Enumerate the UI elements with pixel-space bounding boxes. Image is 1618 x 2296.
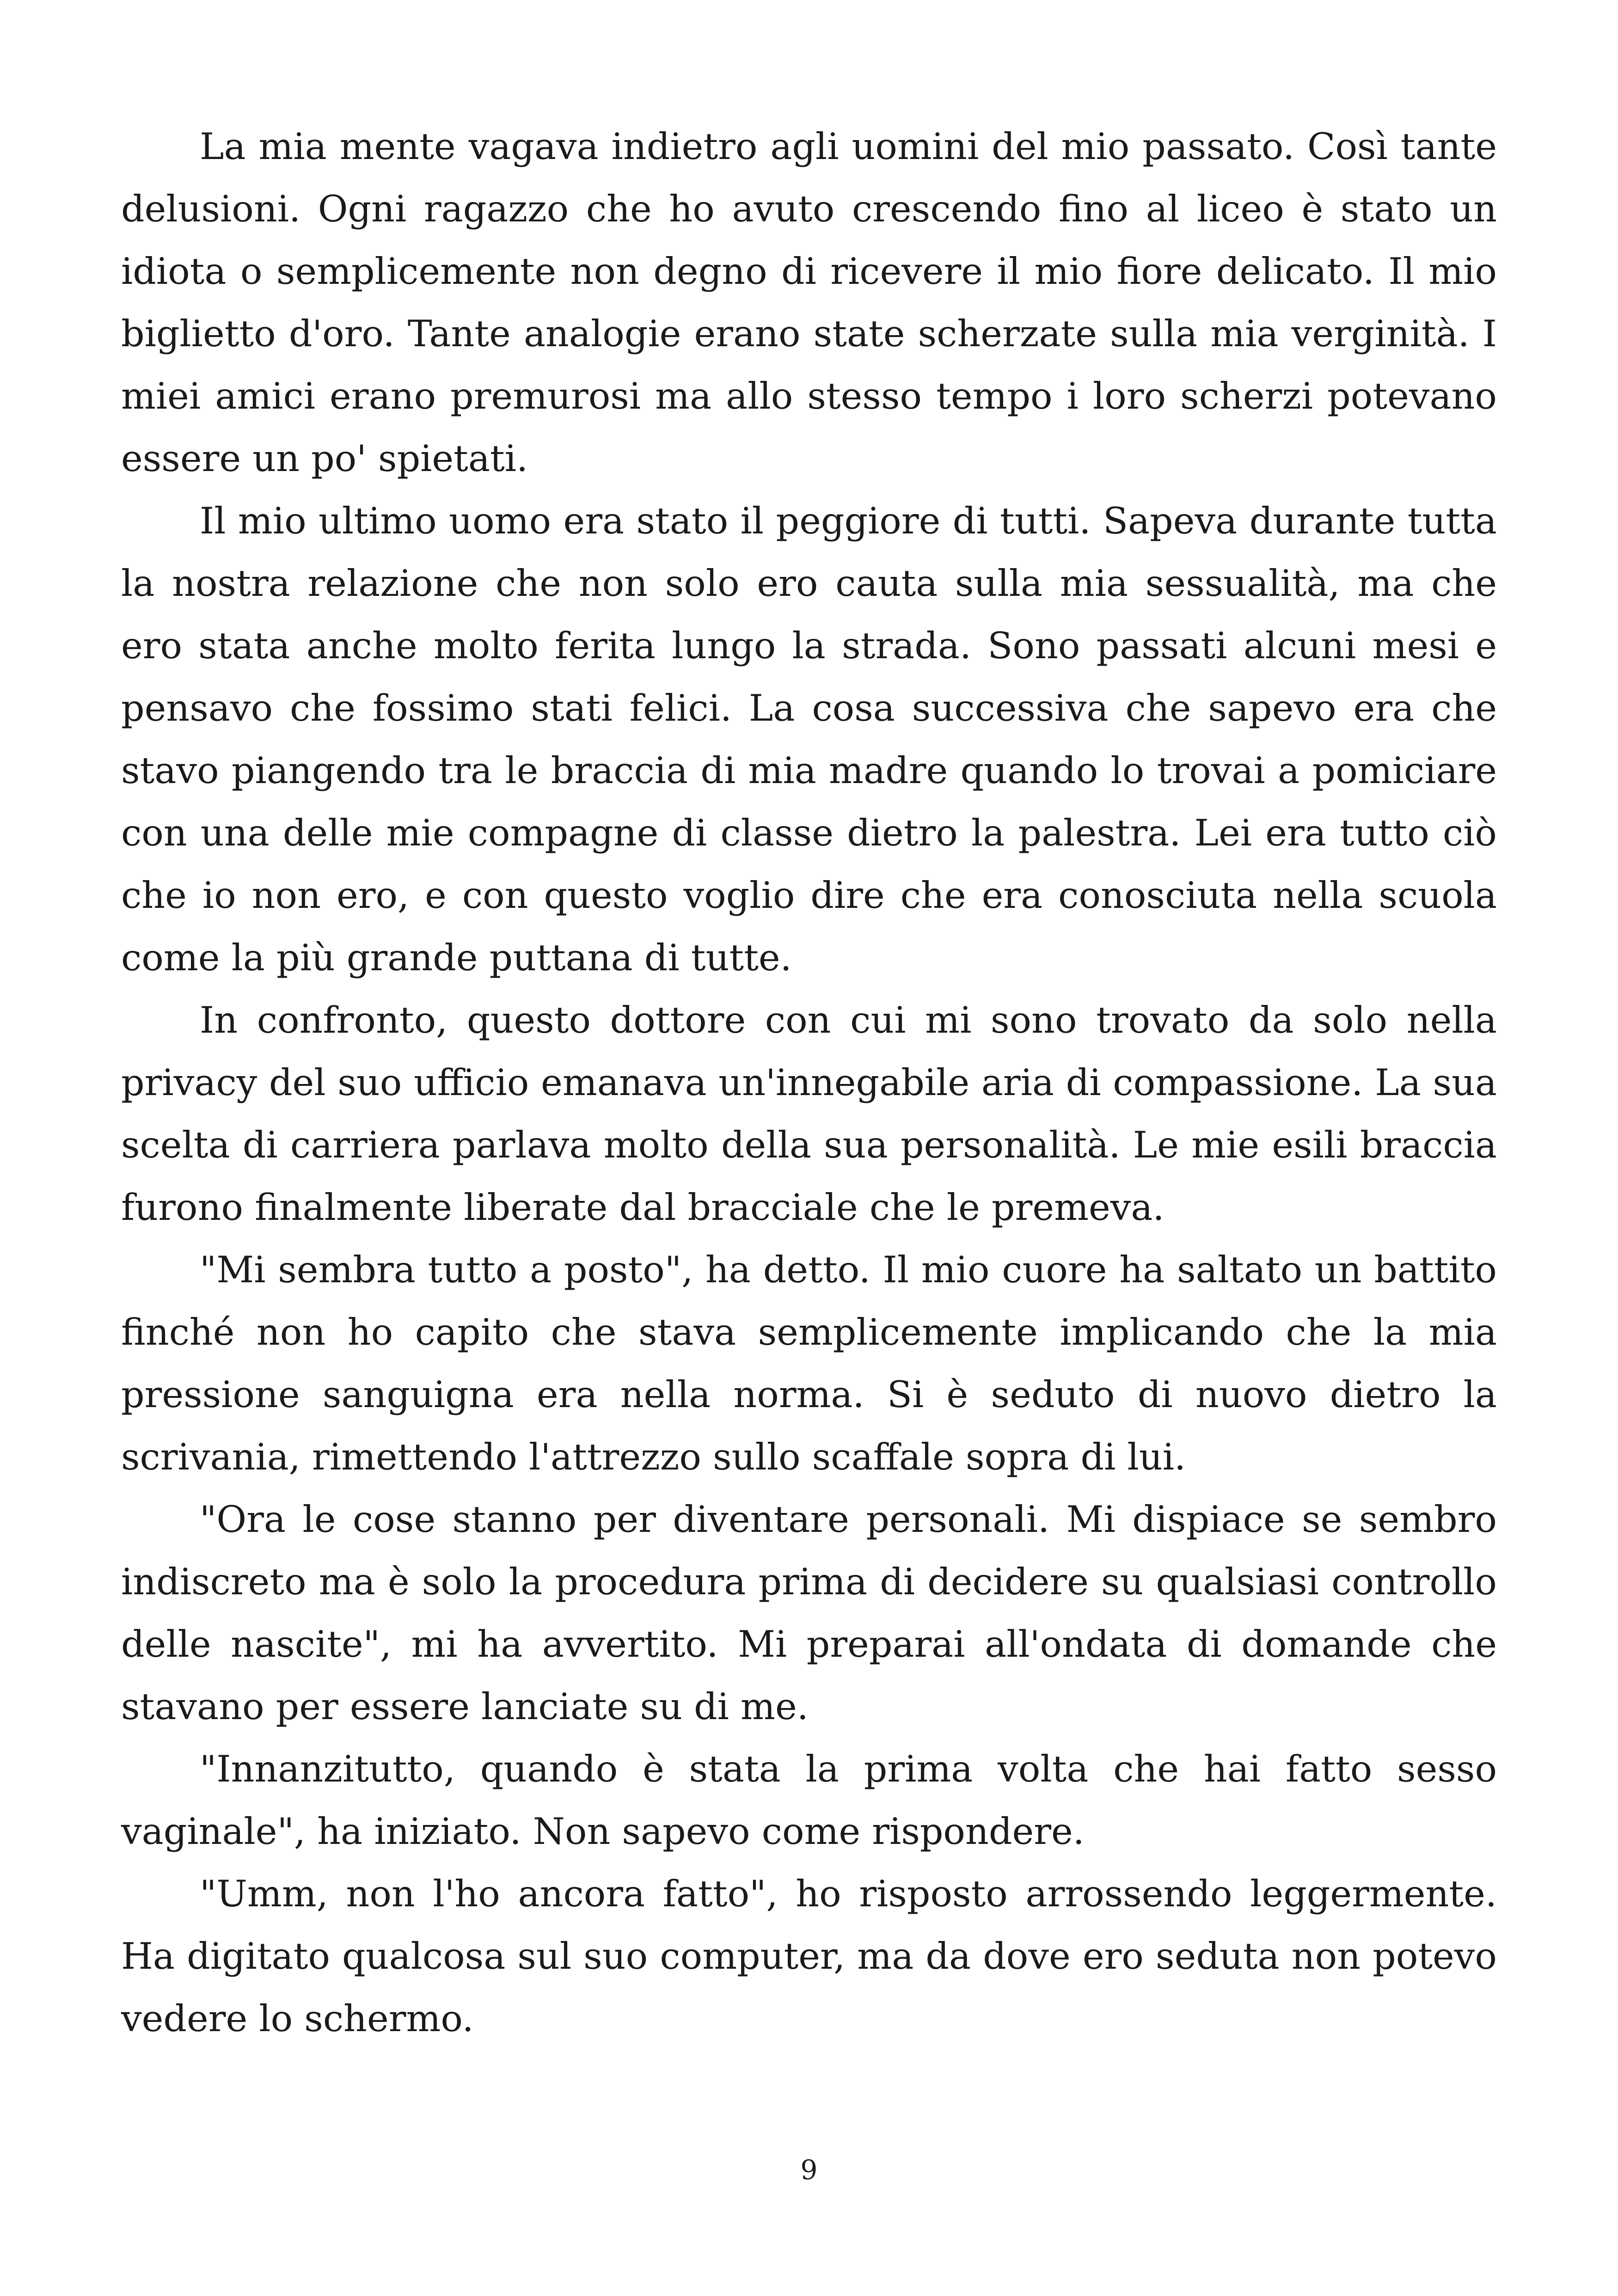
paragraph: La mia mente vagava indietro agli uomini del mio passato. Così tante delusioni. Ogni ragazzo che ho avuto crescendo fino al liceo è stato un idiota o semplicemente non degno di ricevere il mio fiore delicato. Il mio biglietto d'oro. Tante analogie erano state scherzate sulla mia verginità. I miei amici erano premurosi ma allo stesso tempo i loro scherzi potevano essere un po' spietati.: [121, 125, 1497, 480]
paragraph: "Mi sembra tutto a posto", ha detto. Il mio cuore ha saltato un battito finché non ho capito che stava semplicemente implicando che la mia pressione sanguigna era nella norma. Si è seduto di nuovo dietro la scrivania, rimettendo l'attrezzo sullo scaffale sopra di lui.: [121, 1249, 1497, 1478]
paragraph: Il mio ultimo uomo era stato il peggiore di tutti. Sapeva durante tutta la nostra relazione che non solo ero cauta sulla mia sessualità, ma che ero stata anche molto ferita lungo la strada. Sono passati alcuni mesi e pensavo che fossimo stati felici. La cosa successiva che sapevo era che stavo piangendo tra le braccia di mia madre quando lo trovai a pomiciare con una delle mie compagne di classe dietro la palestra. Lei era tutto ciò che io non ero, e con questo voglio dire che era conosciuta nella scuola come la più grande puttana di tutte.: [121, 500, 1497, 979]
paragraph: "Ora le cose stanno per diventare personali. Mi dispiace se sembro indiscreto ma è solo la procedura prima di decidere su qualsiasi controllo delle nascite", mi ha avvertito. Mi preparai all'ondata di domande che stavano per essere lanciate su di me.: [121, 1498, 1497, 1728]
body-text: [121, 116, 1497, 2050]
paragraph: In confronto, questo dottore con cui mi sono trovato da solo nella privacy del suo ufficio emanava un'innegabile aria di compassione. La sua scelta di carriera parlava molto della sua personalità. Le mie esili braccia furono finalmente liberate dal bracciale che le premeva.: [121, 999, 1497, 1229]
page-number: 9: [800, 2154, 818, 2186]
paragraph: "Innanzitutto, quando è stata la prima volta che hai fatto sesso vaginale", ha iniziato. Non sapevo come rispondere.: [121, 1748, 1497, 1853]
paragraph: "Umm, non l'ho ancora fatto", ho risposto arrossendo leggermente. Ha digitato qualcosa sul suo computer, ma da dove ero seduta non potevo vedere lo schermo.: [121, 1873, 1497, 2040]
